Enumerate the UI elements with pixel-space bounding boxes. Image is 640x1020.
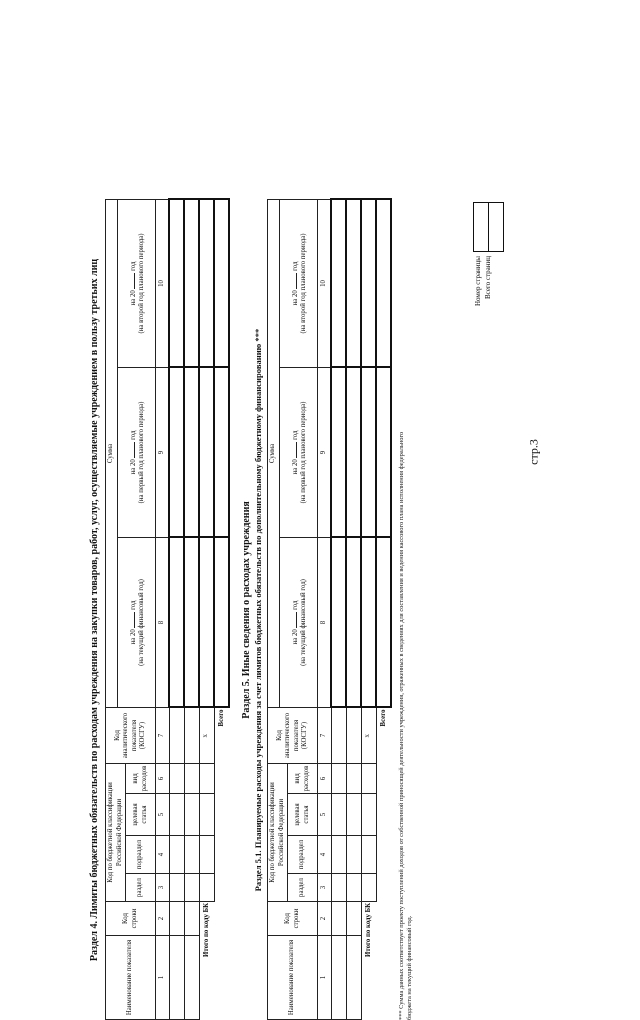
total-all-row xyxy=(214,199,229,1019)
total-pages-label: Всего страниц xyxy=(484,256,492,300)
header-year3: на 20 год (на второй год планового периода) xyxy=(280,199,318,367)
header-section: раздел xyxy=(288,874,318,902)
header-subsection: подраздел xyxy=(126,836,156,874)
section51-title: Раздел 5.1. Планируемые расходы учреждения за счет лимитов бюджетных обязательств по дополнительному бюджетному финансированию *** xyxy=(253,328,263,892)
page-number-label: Номер страницы xyxy=(474,256,482,307)
table-row xyxy=(346,199,361,1019)
total-all-label: Всего xyxy=(379,709,387,727)
total-bk-row xyxy=(361,199,376,1019)
header-expense-type: вид расходов xyxy=(288,763,318,793)
year2-blank xyxy=(127,442,135,458)
header-target-article: целевая статья xyxy=(288,794,318,836)
section5-title: Раздел 5. Иные сведения о расходах учреждения xyxy=(241,501,252,719)
header-analytic: Код аналитического показателя (КОСГУ) xyxy=(106,707,156,763)
year3-blank xyxy=(289,273,297,289)
header-analytic: Код аналитического показателя (КОСГУ) xyxy=(268,707,318,763)
header-subsection: подраздел xyxy=(288,836,318,874)
header-year2: на 20 год (на первый год планового периода) xyxy=(118,367,156,537)
footnote: *** Сумма данных соответствует проекту поступлений доходов от собственной приносящей деятельности учреждения, отраженных в сведениях для составления и ведения кассового плана исполнения федерального бюджета на текущий финансовый год. xyxy=(398,431,413,1020)
table-row xyxy=(184,199,199,1019)
section4-table xyxy=(105,198,230,1020)
header-budget-class: Код по бюджетной классификации Российской Федерации xyxy=(268,763,288,901)
total-bk-label: Итого по коду БК xyxy=(364,903,372,957)
year1-blank xyxy=(127,612,135,628)
page-label: стр.3 xyxy=(526,439,541,465)
header-expense-type: вид расходов xyxy=(126,763,156,793)
total-all-label: Всего xyxy=(217,709,225,727)
table-row xyxy=(331,199,346,1019)
column-numbers-row: 1 2 3 4 5 6 7 8 9 10 xyxy=(156,199,170,1019)
total-all-row xyxy=(376,199,391,1019)
header-name: Наименование показателя xyxy=(268,936,318,1020)
header-year3: на 20 год (на второй год планового периода) xyxy=(118,199,156,367)
section51-table xyxy=(267,198,392,1020)
header-target-article: целевая статья xyxy=(126,794,156,836)
total-bk-label: Итого по коду БК xyxy=(202,903,210,957)
header-name: Наименование показателя xyxy=(106,936,156,1020)
x-mark: х xyxy=(361,707,376,763)
total-bk-row xyxy=(199,199,214,1019)
header-budget-class: Код по бюджетной классификации Российской Федерации xyxy=(106,763,126,901)
header-section: раздел xyxy=(126,874,156,902)
header-line-code: Код строки xyxy=(106,902,156,936)
page-number-box[interactable] xyxy=(473,202,489,252)
total-pages-box[interactable] xyxy=(489,202,504,252)
header-sum: Сумма xyxy=(106,199,118,707)
page-info xyxy=(473,202,504,306)
table-row xyxy=(169,199,184,1019)
column-numbers-row: 1 2 3 4 5 6 7 8 9 10 xyxy=(318,199,332,1019)
header-line-code: Код строки xyxy=(268,902,318,936)
rotated-sheet xyxy=(88,200,508,1020)
year3-blank xyxy=(127,273,135,289)
header-year2: на 20 год (на первый год планового периода) xyxy=(280,367,318,537)
year2-blank xyxy=(289,442,297,458)
section4-title: Раздел 4. Лимиты бюджетных обязательств по расходам учреждения на закупки товаров, работ, услуг, осуществляемые учреждением в пользу третьих лиц xyxy=(89,258,100,962)
year1-blank xyxy=(289,612,297,628)
header-year1: на 20 год (на текущий финансовый год) xyxy=(118,537,156,707)
header-year1: на 20 год (на текущий финансовый год) xyxy=(280,537,318,707)
header-sum: Сумма xyxy=(268,199,280,707)
x-mark: х xyxy=(199,707,214,763)
